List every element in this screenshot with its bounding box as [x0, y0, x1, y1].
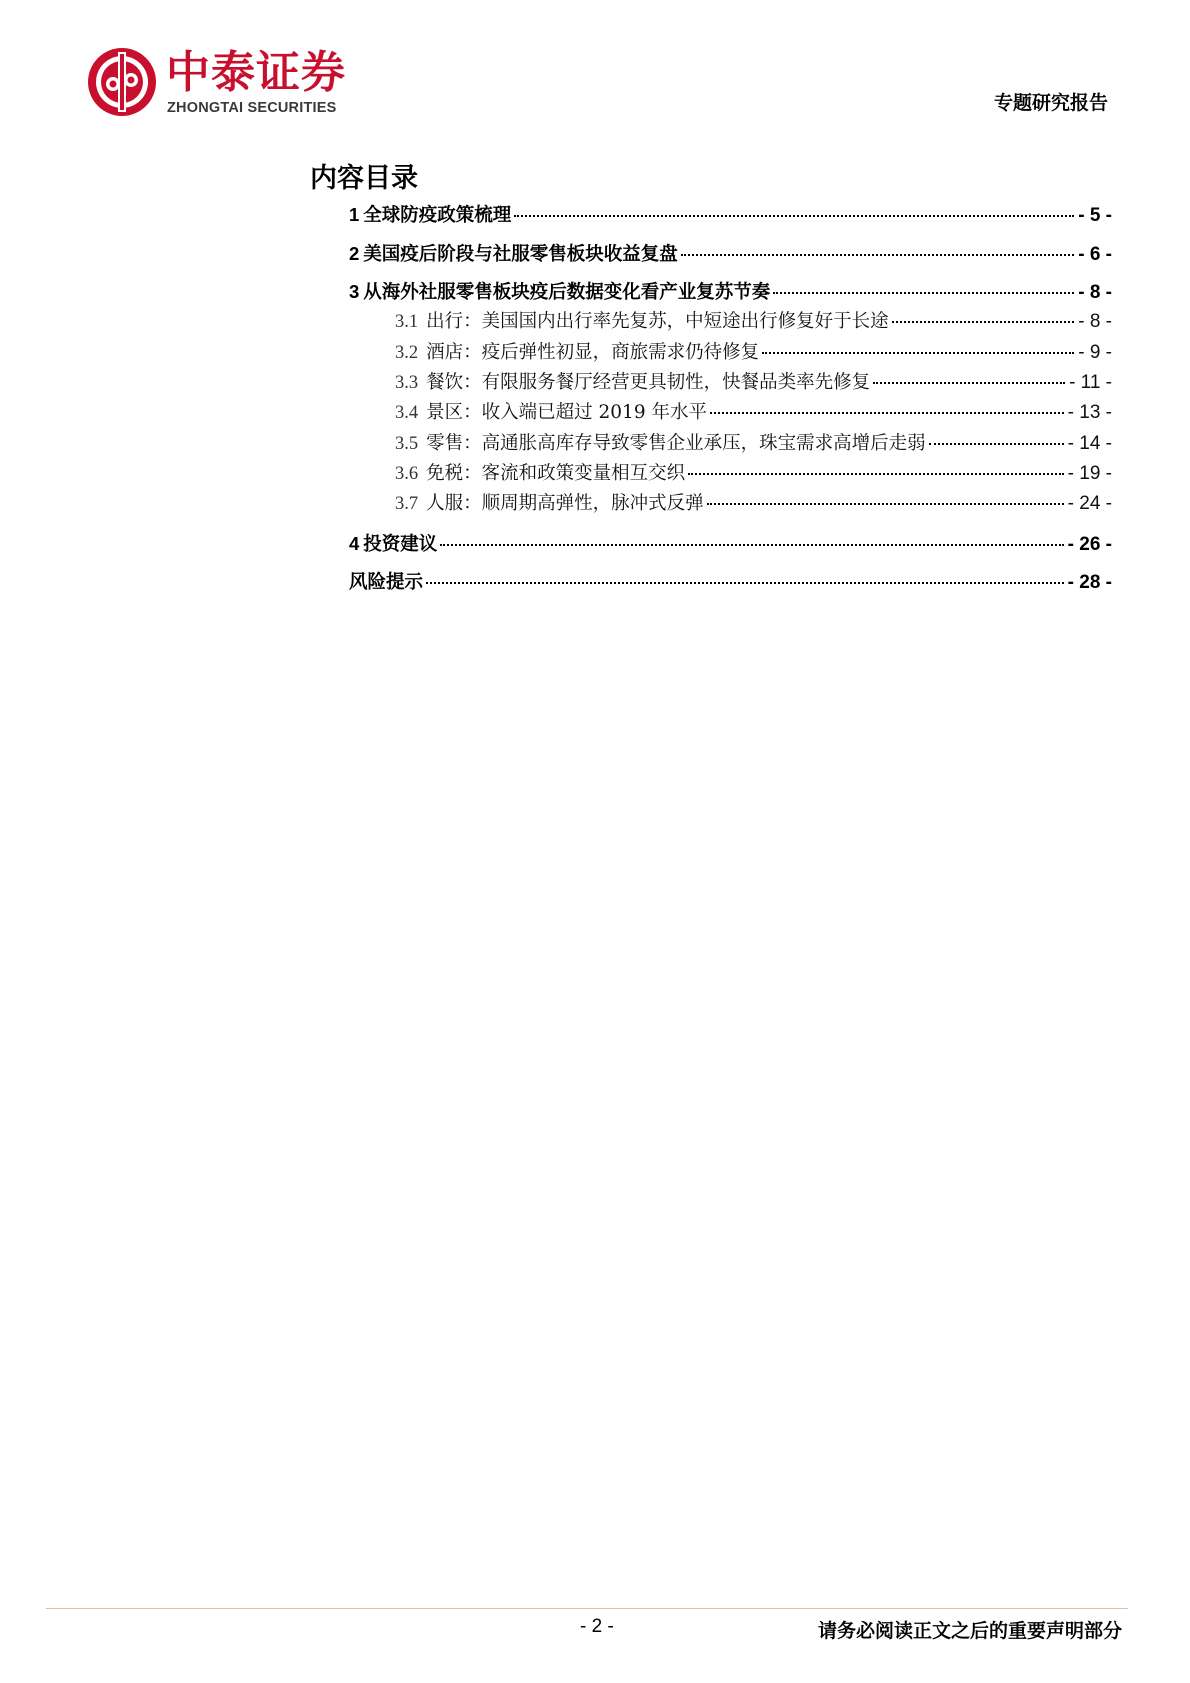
toc-entry-title: 美国疫后阶段与社服零售板块收益复盘: [363, 244, 678, 265]
toc-entry-title: 全球防疫政策梳理: [363, 205, 512, 226]
toc-entry-title: 餐饮：有限服务餐厅经营更具韧性，快餐品类率先修复: [426, 372, 871, 393]
toc-entry[interactable]: [395, 399, 1112, 427]
toc-entry-title: 景区：收入端已超过 2019 年水平: [426, 402, 707, 423]
toc-entry[interactable]: [395, 369, 1112, 397]
toc-entry[interactable]: [395, 460, 1112, 488]
toc-entry-number: 2: [349, 243, 360, 264]
toc-entry-title: 酒店：疫后弹性初显，商旅需求仍待修复: [426, 342, 760, 363]
toc-entry-title: 投资建议: [363, 534, 438, 555]
toc-dot-leader: [681, 254, 1074, 256]
toc-entry-page: - 6 -: [1078, 244, 1112, 265]
company-logo: [86, 46, 356, 118]
toc-entry-number: 3.7: [395, 494, 419, 514]
footer-divider: [46, 1608, 1128, 1609]
toc-dot-leader: [762, 352, 1074, 354]
toc-entry-title: 免税：客流和政策变量相互交织: [426, 463, 686, 484]
footer-page-number: - 2 -: [580, 1616, 614, 1637]
toc-entry-page: - 11 -: [1069, 372, 1112, 393]
logo-chinese-name: 中泰证券: [166, 47, 346, 98]
toc-entry[interactable]: [349, 530, 1112, 559]
toc-entry[interactable]: [349, 569, 1112, 597]
toc-entry-number: 3.1: [395, 312, 419, 332]
toc-entry-page: - 19 -: [1067, 463, 1112, 484]
toc-entry-number: 3.6: [395, 464, 419, 484]
toc-entry-title: 人服：顺周期高弹性，脉冲式反弹: [426, 493, 704, 514]
toc-dot-leader: [426, 582, 1064, 584]
toc-entry[interactable]: [349, 278, 1112, 307]
toc-entry-title: 出行：美国国内出行率先复苏，中短途出行修复好于长途: [426, 311, 889, 332]
page-header: [0, 0, 1190, 130]
report-type-label: 专题研究报告: [993, 92, 1108, 114]
toc-dot-leader: [929, 443, 1064, 445]
footer-disclaimer-note: 请务必阅读正文之后的重要声明部分: [817, 1620, 1122, 1642]
toc-dot-leader: [707, 503, 1064, 505]
logo-english-name: ZHONGTAI SECURITIES: [167, 100, 337, 116]
toc-entry-page: - 9 -: [1078, 342, 1112, 363]
toc-entry-page: - 26 -: [1067, 534, 1112, 555]
toc-entry[interactable]: [395, 308, 1112, 336]
toc-dot-leader: [514, 215, 1074, 217]
toc-heading: 内容目录: [310, 163, 418, 194]
toc-entry-number: 3.3: [395, 373, 419, 393]
zhongtai-logo-icon: [86, 46, 158, 118]
toc-entry[interactable]: [395, 339, 1112, 367]
toc-entry-page: - 24 -: [1067, 493, 1112, 514]
toc-entry-page: - 8 -: [1078, 311, 1112, 332]
toc-entry[interactable]: [395, 430, 1112, 458]
toc-entry[interactable]: [349, 240, 1112, 269]
toc-entry-page: - 5 -: [1078, 205, 1112, 226]
toc-entry-number: 3.2: [395, 343, 419, 363]
toc-entry-title: 零售：高通胀高库存导致零售企业承压，珠宝需求高增后走弱: [426, 433, 926, 454]
toc-entry-title: 风险提示: [349, 572, 424, 593]
toc-dot-leader: [773, 292, 1074, 294]
toc-entry-number: 4: [349, 533, 360, 554]
toc-entry-page: - 28 -: [1067, 572, 1112, 593]
toc-dot-leader: [688, 473, 1064, 475]
toc-entry-number: 3: [349, 281, 360, 302]
toc-entry[interactable]: [395, 490, 1112, 518]
toc-entry-number: 3.4: [395, 403, 419, 423]
toc-dot-leader: [710, 412, 1064, 414]
toc-entry-number: 1: [349, 204, 360, 225]
toc-entry[interactable]: [349, 201, 1112, 230]
toc-entry-page: - 13 -: [1067, 402, 1112, 423]
toc-entry-page: - 14 -: [1067, 433, 1112, 454]
toc-dot-leader: [440, 544, 1063, 546]
toc-dot-leader: [873, 382, 1065, 384]
toc-dot-leader: [892, 321, 1075, 323]
toc-entry-number: 3.5: [395, 434, 419, 454]
toc-entry-page: - 8 -: [1078, 282, 1112, 303]
toc-entry-title: 从海外社服零售板块疫后数据变化看产业复苏节奏: [363, 282, 771, 303]
